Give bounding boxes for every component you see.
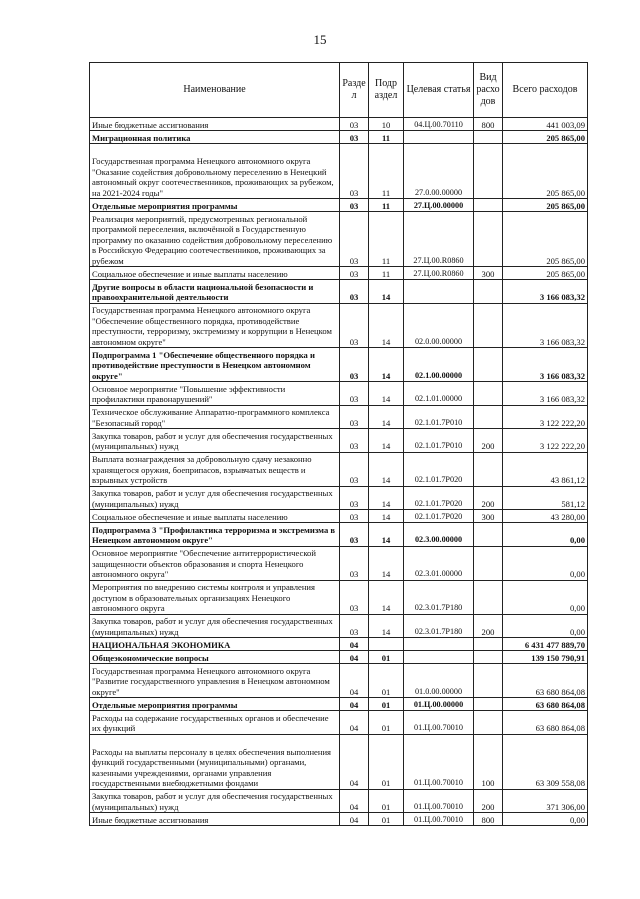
header-section: Разде л: [340, 63, 369, 118]
table-row: [90, 734, 588, 789]
row-expense-type: [474, 711, 503, 735]
row-section: 03: [340, 303, 369, 348]
row-expense-type: 100: [474, 734, 503, 789]
row-total: 581,12: [503, 486, 588, 510]
row-total: 205 865,00: [503, 199, 588, 212]
row-target: 02.3.01.7Р180: [404, 614, 474, 638]
row-total: 205 865,00: [503, 131, 588, 144]
row-subsection: [369, 638, 404, 651]
row-expense-type: 200: [474, 486, 503, 510]
row-target: 27.Ц.00.00000: [404, 199, 474, 212]
row-subsection: 01: [369, 789, 404, 813]
row-total: 205 865,00: [503, 267, 588, 280]
header-target: Целевая статья: [404, 63, 474, 118]
row-subsection: 14: [369, 546, 404, 580]
row-expense-type: 200: [474, 614, 503, 638]
row-section: 04: [340, 789, 369, 813]
table-row: [90, 546, 588, 580]
row-total: 3 122 222,20: [503, 429, 588, 453]
row-subsection: 14: [369, 486, 404, 510]
row-section: 03: [340, 429, 369, 453]
row-name: Отдельные мероприятия программы: [90, 199, 340, 212]
row-section: 03: [340, 614, 369, 638]
row-name: Основное мероприятие "Обеспечение антитеррористической защищенности объектов образования и спорта Ненецкого автономного округа": [90, 546, 340, 580]
row-expense-type: [474, 144, 503, 199]
row-name: Подпрограмма 1 "Обеспечение общественного порядка и противодействие преступности в Ненецком автономном округе": [90, 348, 340, 382]
row-total: 63 680 864,08: [503, 664, 588, 698]
row-total: 371 306,00: [503, 789, 588, 813]
table-body: [90, 118, 588, 826]
row-target: 02.1.01.7Р010: [404, 405, 474, 429]
row-expense-type: [474, 580, 503, 614]
row-total: 205 865,00: [503, 144, 588, 199]
row-subsection: 01: [369, 813, 404, 826]
table-row: [90, 118, 588, 131]
table-row: [90, 664, 588, 698]
row-subsection: 14: [369, 429, 404, 453]
row-section: 04: [340, 711, 369, 735]
row-name: Государственная программа Ненецкого автономного округа "Оказание содействия добровольному переселению в Ненецкий автономный округ соотечественников, проживающих за рубежом, на 2021-2024 годы": [90, 144, 340, 199]
row-subsection: 01: [369, 651, 404, 664]
row-subsection: 14: [369, 405, 404, 429]
row-section: 04: [340, 651, 369, 664]
row-name: Подпрограмма 3 "Профилактика терроризма и экстремизма в Ненецком автономном округе": [90, 523, 340, 547]
row-name: Миграционная политика: [90, 131, 340, 144]
row-name: Основное мероприятие "Повышение эффективности профилактики правонарушений": [90, 382, 340, 406]
table-row: [90, 131, 588, 144]
row-target: [404, 280, 474, 304]
table-row: [90, 813, 588, 826]
row-target: 04.Ц.00.70110: [404, 118, 474, 131]
table-row: [90, 199, 588, 212]
row-expense-type: [474, 405, 503, 429]
row-name: Реализация мероприятий, предусмотренных региональной программой переселения, включённой в Государственную программу по оказанию содействия добровольному переселению в Российскую Федерацию соотечественников, проживающих за рубежом: [90, 212, 340, 267]
row-section: 03: [340, 546, 369, 580]
row-target: 27.0.00.00000: [404, 144, 474, 199]
row-target: 02.3.01.00000: [404, 546, 474, 580]
row-section: 04: [340, 664, 369, 698]
row-expense-type: 200: [474, 789, 503, 813]
row-total: 63 680 864,08: [503, 698, 588, 711]
row-name: Государственная программа Ненецкого автономного округа "Развитие государственного управления в Ненецком автономном округе": [90, 664, 340, 698]
row-subsection: 10: [369, 118, 404, 131]
row-name: Социальное обеспечение и иные выплаты населению: [90, 267, 340, 280]
row-subsection: 11: [369, 131, 404, 144]
row-section: 03: [340, 280, 369, 304]
row-name: Иные бюджетные ассигнования: [90, 813, 340, 826]
row-total: 139 150 790,91: [503, 651, 588, 664]
row-expense-type: [474, 382, 503, 406]
table-header-row: [90, 63, 588, 118]
row-total: 205 865,00: [503, 212, 588, 267]
row-target: 02.1.01.7Р020: [404, 510, 474, 523]
row-total: 43 861,12: [503, 452, 588, 486]
row-section: 03: [340, 382, 369, 406]
row-total: 0,00: [503, 614, 588, 638]
row-total: 3 166 083,32: [503, 382, 588, 406]
row-expense-type: [474, 212, 503, 267]
row-total: 441 003,09: [503, 118, 588, 131]
row-subsection: 14: [369, 348, 404, 382]
row-expense-type: 300: [474, 510, 503, 523]
table-row: [90, 580, 588, 614]
row-target: 02.1.01.00000: [404, 382, 474, 406]
row-target: 01.Ц.00.00000: [404, 698, 474, 711]
row-target: [404, 638, 474, 651]
row-target: 02.1.00.00000: [404, 348, 474, 382]
table-row: [90, 405, 588, 429]
table-row: [90, 638, 588, 651]
row-subsection: 01: [369, 698, 404, 711]
row-name: Мероприятия по внедрению системы контроля и управления доступом в образовательных организациях Ненецкого автономного округа: [90, 580, 340, 614]
row-name: НАЦИОНАЛЬНАЯ ЭКОНОМИКА: [90, 638, 340, 651]
row-expense-type: 800: [474, 118, 503, 131]
table-row: [90, 789, 588, 813]
row-section: 03: [340, 144, 369, 199]
row-expense-type: 800: [474, 813, 503, 826]
row-subsection: 14: [369, 303, 404, 348]
table-row: [90, 510, 588, 523]
row-section: 03: [340, 452, 369, 486]
row-name: Расходы на содержание государственных органов и обеспечение их функций: [90, 711, 340, 735]
table-row: [90, 486, 588, 510]
row-total: 0,00: [503, 813, 588, 826]
row-name: Закупка товаров, работ и услуг для обеспечения государственных (муниципальных) нужд: [90, 486, 340, 510]
row-target: 02.3.01.7Р180: [404, 580, 474, 614]
row-subsection: 01: [369, 664, 404, 698]
row-name: Государственная программа Ненецкого автономного округа "Обеспечение общественного порядка, противодействие преступности, терроризму, экстремизму и коррупции в Ненецком автономном округе": [90, 303, 340, 348]
header-name: Наименование: [90, 63, 340, 118]
row-section: 03: [340, 199, 369, 212]
row-expense-type: [474, 638, 503, 651]
row-total: 43 280,00: [503, 510, 588, 523]
row-section: 04: [340, 813, 369, 826]
table-row: [90, 144, 588, 199]
row-subsection: 01: [369, 734, 404, 789]
table-row: [90, 212, 588, 267]
row-subsection: 14: [369, 452, 404, 486]
table-row: [90, 382, 588, 406]
row-section: 03: [340, 405, 369, 429]
row-expense-type: 200: [474, 429, 503, 453]
row-total: 3 166 083,32: [503, 303, 588, 348]
row-name: Иные бюджетные ассигнования: [90, 118, 340, 131]
row-name: Закупка товаров, работ и услуг для обеспечения государственных (муниципальных) нужд: [90, 614, 340, 638]
row-subsection: 14: [369, 280, 404, 304]
row-target: 02.0.00.00000: [404, 303, 474, 348]
row-section: 03: [340, 510, 369, 523]
row-section: 03: [340, 486, 369, 510]
row-subsection: 11: [369, 199, 404, 212]
row-section: 03: [340, 348, 369, 382]
row-expense-type: [474, 303, 503, 348]
row-expense-type: [474, 348, 503, 382]
row-expense-type: [474, 523, 503, 547]
row-target: [404, 131, 474, 144]
row-expense-type: [474, 698, 503, 711]
table-row: [90, 280, 588, 304]
row-expense-type: [474, 651, 503, 664]
row-name: Социальное обеспечение и иные выплаты населению: [90, 510, 340, 523]
row-section: 04: [340, 698, 369, 711]
row-target: 01.0.00.00000: [404, 664, 474, 698]
row-subsection: 14: [369, 614, 404, 638]
row-target: [404, 651, 474, 664]
row-total: 0,00: [503, 546, 588, 580]
table-row: [90, 698, 588, 711]
table-row: [90, 303, 588, 348]
row-subsection: 11: [369, 267, 404, 280]
row-target: 27.Ц.00.R0860: [404, 267, 474, 280]
row-subsection: 11: [369, 212, 404, 267]
row-section: 03: [340, 580, 369, 614]
header-total: Всего расходов: [503, 63, 588, 118]
row-target: 02.1.01.7Р010: [404, 429, 474, 453]
row-total: 6 431 477 889,70: [503, 638, 588, 651]
row-expense-type: [474, 546, 503, 580]
row-target: 01.Ц.00.70010: [404, 711, 474, 735]
row-total: 3 122 222,20: [503, 405, 588, 429]
row-subsection: 14: [369, 523, 404, 547]
row-subsection: 14: [369, 580, 404, 614]
row-section: 04: [340, 638, 369, 651]
table-row: [90, 711, 588, 735]
row-name: Другие вопросы в области национальной безопасности и правоохранительной деятельности: [90, 280, 340, 304]
row-name: Техническое обслуживание Аппаратно-программного комплекса "Безопасный город": [90, 405, 340, 429]
table-row: [90, 452, 588, 486]
row-total: 63 309 558,08: [503, 734, 588, 789]
table-row: [90, 614, 588, 638]
row-section: 03: [340, 523, 369, 547]
table-row: [90, 429, 588, 453]
row-expense-type: [474, 131, 503, 144]
row-expense-type: [474, 452, 503, 486]
budget-table: [89, 62, 588, 826]
row-target: 01.Ц.00.70010: [404, 789, 474, 813]
row-section: 03: [340, 212, 369, 267]
row-target: 01.Ц.00.70010: [404, 813, 474, 826]
row-subsection: 01: [369, 711, 404, 735]
row-total: 0,00: [503, 580, 588, 614]
row-section: 03: [340, 118, 369, 131]
row-total: 3 166 083,32: [503, 348, 588, 382]
row-section: 04: [340, 734, 369, 789]
row-section: 03: [340, 267, 369, 280]
row-target: 02.1.01.7Р020: [404, 486, 474, 510]
row-target: 27.Ц.00.R0860: [404, 212, 474, 267]
page-number: 15: [313, 32, 327, 47]
row-target: 02.1.01.7Р020: [404, 452, 474, 486]
row-name: Закупка товаров, работ и услуг для обеспечения государственных (муниципальных) нужд: [90, 429, 340, 453]
row-subsection: 11: [369, 144, 404, 199]
row-name: Закупка товаров, работ и услуг для обеспечения государственных (муниципальных) нужд: [90, 789, 340, 813]
row-name: Расходы на выплаты персоналу в целях обеспечения выполнения функций государственными (муниципальными) органами, казенными учреждениями, органами управления государственными внебюджетными фондами: [90, 734, 340, 789]
table-row: [90, 348, 588, 382]
row-total: 63 680 864,08: [503, 711, 588, 735]
row-name: Общеэкономические вопросы: [90, 651, 340, 664]
row-subsection: 14: [369, 510, 404, 523]
table-row: [90, 651, 588, 664]
header-subsection: Подр аздел: [369, 63, 404, 118]
row-subsection: 14: [369, 382, 404, 406]
row-section: 03: [340, 131, 369, 144]
table-row: [90, 523, 588, 547]
row-expense-type: [474, 199, 503, 212]
table-row: [90, 267, 588, 280]
row-target: 01.Ц.00.70010: [404, 734, 474, 789]
row-expense-type: [474, 664, 503, 698]
row-expense-type: 300: [474, 267, 503, 280]
row-expense-type: [474, 280, 503, 304]
row-total: 0,00: [503, 523, 588, 547]
row-target: 02.3.00.00000: [404, 523, 474, 547]
header-expense-type: Вид расхо дов: [474, 63, 503, 118]
row-name: Выплата вознаграждения за добровольную сдачу незаконно хранящегося оружия, боеприпасов, взрывчатых веществ и взрывных устройств: [90, 452, 340, 486]
row-total: 3 166 083,32: [503, 280, 588, 304]
row-name: Отдельные мероприятия программы: [90, 698, 340, 711]
